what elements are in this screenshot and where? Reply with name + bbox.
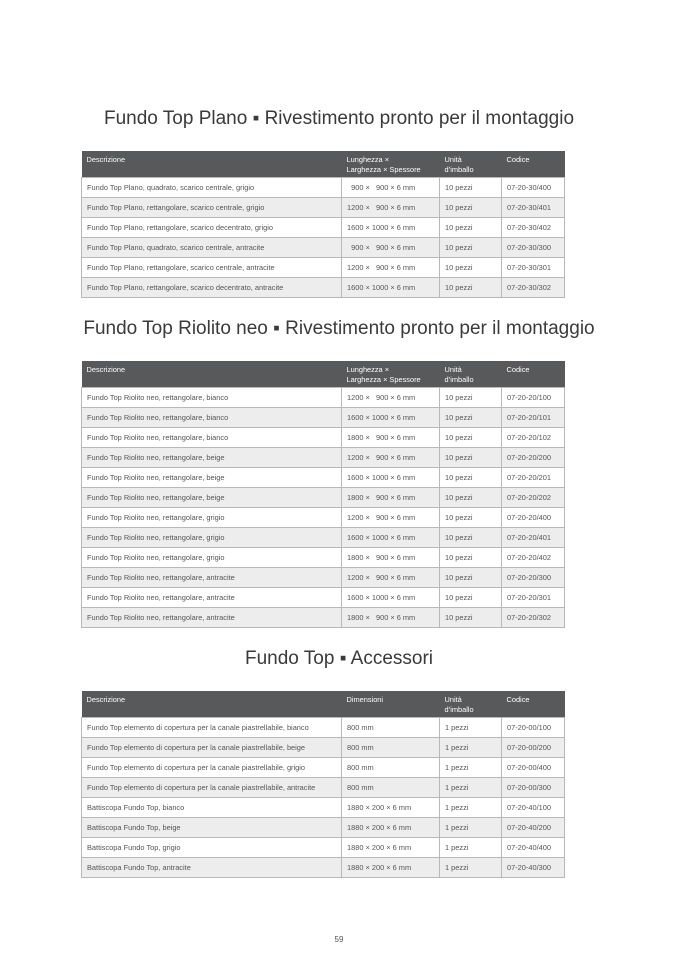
description-cell: Fundo Top Riolito neo, rettangolare, bianco	[82, 428, 342, 448]
code-cell: 07-20-20/400	[502, 508, 565, 528]
description-cell: Battiscopa Fundo Top, beige	[82, 818, 342, 838]
table-row	[82, 178, 565, 198]
table-header-row	[82, 151, 565, 178]
packaging-unit-cell: 10 pezzi	[440, 408, 502, 428]
code-cell: 07-20-30/400	[502, 178, 565, 198]
dimensions-cell: 1600 × 1000 × 6 mm	[342, 408, 440, 428]
dimensions-cell: 1200 × 900 × 6 mm	[342, 508, 440, 528]
code-cell: 07-20-40/300	[502, 858, 565, 878]
packaging-unit-cell: 1 pezzi	[440, 778, 502, 798]
description-cell: Battiscopa Fundo Top, grigio	[82, 838, 342, 858]
description-cell: Fundo Top Plano, rettangolare, scarico centrale, grigio	[82, 198, 342, 218]
column-header: Lunghezza × Larghezza × Spessore	[342, 151, 440, 178]
packaging-unit-cell: 10 pezzi	[440, 428, 502, 448]
code-cell: 07-20-20/202	[502, 488, 565, 508]
dimensions-cell: 800 mm	[342, 758, 440, 778]
description-cell: Battiscopa Fundo Top, antracite	[82, 858, 342, 878]
table-row	[82, 278, 565, 298]
column-header: Unità d’imballo	[440, 361, 502, 388]
code-cell: 07-20-00/300	[502, 778, 565, 798]
description-cell: Fundo Top elemento di copertura per la canale piastrellabile, beige	[82, 738, 342, 758]
column-header: Lunghezza × Larghezza × Spessore	[342, 361, 440, 388]
packaging-unit-cell: 10 pezzi	[440, 508, 502, 528]
column-header: Descrizione	[82, 151, 342, 178]
description-cell: Fundo Top Riolito neo, rettangolare, beige	[82, 448, 342, 468]
table-row	[82, 388, 565, 408]
dimensions-cell: 800 mm	[342, 718, 440, 738]
code-cell: 07-20-00/200	[502, 738, 565, 758]
dimensions-cell: 1880 × 200 × 6 mm	[342, 818, 440, 838]
code-cell: 07-20-40/200	[502, 818, 565, 838]
column-header: Codice	[502, 691, 565, 718]
description-cell: Fundo Top Riolito neo, rettangolare, grigio	[82, 528, 342, 548]
dimensions-cell: 800 mm	[342, 738, 440, 758]
packaging-unit-cell: 10 pezzi	[440, 488, 502, 508]
description-cell: Fundo Top elemento di copertura per la canale piastrellabile, grigio	[82, 758, 342, 778]
packaging-unit-cell: 10 pezzi	[440, 608, 502, 628]
code-cell: 07-20-20/102	[502, 428, 565, 448]
code-cell: 07-20-30/300	[502, 238, 565, 258]
dimensions-cell: 900 × 900 × 6 mm	[342, 178, 440, 198]
code-cell: 07-20-40/100	[502, 798, 565, 818]
table-row	[82, 508, 565, 528]
packaging-unit-cell: 1 pezzi	[440, 838, 502, 858]
code-cell: 07-20-20/300	[502, 568, 565, 588]
table-row	[82, 838, 565, 858]
section-title: Fundo Top Plano ▪ Rivestimento pronto per il montaggio	[103, 108, 575, 129]
description-cell: Fundo Top Plano, rettangolare, scarico decentrato, grigio	[82, 218, 342, 238]
table-row	[82, 198, 565, 218]
dimensions-cell: 1880 × 200 × 6 mm	[342, 838, 440, 858]
dimensions-cell: 1600 × 1000 × 6 mm	[342, 588, 440, 608]
packaging-unit-cell: 10 pezzi	[440, 388, 502, 408]
code-cell: 07-20-00/100	[502, 718, 565, 738]
packaging-unit-cell: 10 pezzi	[440, 548, 502, 568]
packaging-unit-cell: 10 pezzi	[440, 468, 502, 488]
code-cell: 07-20-30/301	[502, 258, 565, 278]
packaging-unit-cell: 10 pezzi	[440, 178, 502, 198]
dimensions-cell: 1200 × 900 × 6 mm	[342, 448, 440, 468]
code-cell: 07-20-20/100	[502, 388, 565, 408]
table-row	[82, 258, 565, 278]
table-row	[82, 218, 565, 238]
dimensions-cell: 1600 × 1000 × 6 mm	[342, 278, 440, 298]
table-row	[82, 718, 565, 738]
packaging-unit-cell: 1 pezzi	[440, 858, 502, 878]
table-row	[82, 468, 565, 488]
code-cell: 07-20-20/201	[502, 468, 565, 488]
description-cell: Fundo Top Riolito neo, rettangolare, beige	[82, 488, 342, 508]
packaging-unit-cell: 10 pezzi	[440, 258, 502, 278]
table-row	[82, 798, 565, 818]
packaging-unit-cell: 10 pezzi	[440, 448, 502, 468]
description-cell: Fundo Top Plano, rettangolare, scarico centrale, antracite	[82, 258, 342, 278]
description-cell: Fundo Top Plano, quadrato, scarico centrale, grigio	[82, 178, 342, 198]
table-row	[82, 428, 565, 448]
product-table	[81, 151, 565, 298]
table-row	[82, 568, 565, 588]
description-cell: Fundo Top Riolito neo, rettangolare, antracite	[82, 588, 342, 608]
table-row	[82, 528, 565, 548]
description-cell: Fundo Top Plano, rettangolare, scarico decentrato, antracite	[82, 278, 342, 298]
code-cell: 07-20-20/101	[502, 408, 565, 428]
dimensions-cell: 1200 × 900 × 6 mm	[342, 258, 440, 278]
description-cell: Fundo Top Riolito neo, rettangolare, antracite	[82, 608, 342, 628]
table-row	[82, 608, 565, 628]
packaging-unit-cell: 10 pezzi	[440, 588, 502, 608]
code-cell: 07-20-20/402	[502, 548, 565, 568]
section-title: Fundo Top ▪ Accessori	[244, 648, 434, 669]
column-header: Descrizione	[82, 361, 342, 388]
table-row	[82, 758, 565, 778]
packaging-unit-cell: 10 pezzi	[440, 528, 502, 548]
dimensions-cell: 1880 × 200 × 6 mm	[342, 798, 440, 818]
code-cell: 07-20-30/401	[502, 198, 565, 218]
description-cell: Fundo Top Riolito neo, rettangolare, beige	[82, 468, 342, 488]
description-cell: Fundo Top Plano, quadrato, scarico centrale, antracite	[82, 238, 342, 258]
column-header: Dimensioni	[342, 691, 440, 718]
page-number: 59	[334, 935, 344, 944]
code-cell: 07-20-00/400	[502, 758, 565, 778]
packaging-unit-cell: 1 pezzi	[440, 818, 502, 838]
dimensions-cell: 1200 × 900 × 6 mm	[342, 568, 440, 588]
code-cell: 07-20-20/302	[502, 608, 565, 628]
dimensions-cell: 800 mm	[342, 778, 440, 798]
table-row	[82, 818, 565, 838]
table-row	[82, 588, 565, 608]
table-header-row	[82, 691, 565, 718]
table-row	[82, 238, 565, 258]
product-table	[81, 691, 565, 878]
description-cell: Fundo Top Riolito neo, rettangolare, grigio	[82, 508, 342, 528]
table-header-row	[82, 361, 565, 388]
code-cell: 07-20-30/402	[502, 218, 565, 238]
section-title: Fundo Top Riolito neo ▪ Rivestimento pronto per il montaggio	[83, 318, 595, 339]
packaging-unit-cell: 10 pezzi	[440, 568, 502, 588]
description-cell: Fundo Top Riolito neo, rettangolare, grigio	[82, 548, 342, 568]
code-cell: 07-20-20/401	[502, 528, 565, 548]
dimensions-cell: 900 × 900 × 6 mm	[342, 238, 440, 258]
packaging-unit-cell: 1 pezzi	[440, 798, 502, 818]
table-row	[82, 548, 565, 568]
dimensions-cell: 1800 × 900 × 6 mm	[342, 548, 440, 568]
description-cell: Fundo Top Riolito neo, rettangolare, bianco	[82, 408, 342, 428]
dimensions-cell: 1600 × 1000 × 6 mm	[342, 218, 440, 238]
table-row	[82, 408, 565, 428]
packaging-unit-cell: 10 pezzi	[440, 238, 502, 258]
product-table	[81, 361, 565, 628]
packaging-unit-cell: 10 pezzi	[440, 218, 502, 238]
code-cell: 07-20-20/200	[502, 448, 565, 468]
column-header: Unità d’imballo	[440, 691, 502, 718]
table-row	[82, 488, 565, 508]
code-cell: 07-20-20/301	[502, 588, 565, 608]
dimensions-cell: 1800 × 900 × 6 mm	[342, 488, 440, 508]
description-cell: Battiscopa Fundo Top, bianco	[82, 798, 342, 818]
packaging-unit-cell: 10 pezzi	[440, 278, 502, 298]
dimensions-cell: 1200 × 900 × 6 mm	[342, 388, 440, 408]
table-row	[82, 448, 565, 468]
column-header: Unità d’imballo	[440, 151, 502, 178]
table-row	[82, 738, 565, 758]
dimensions-cell: 1600 × 1000 × 6 mm	[342, 528, 440, 548]
description-cell: Fundo Top elemento di copertura per la canale piastrellabile, bianco	[82, 718, 342, 738]
column-header: Codice	[502, 361, 565, 388]
description-cell: Fundo Top Riolito neo, rettangolare, bianco	[82, 388, 342, 408]
table-row	[82, 778, 565, 798]
table-row	[82, 858, 565, 878]
packaging-unit-cell: 10 pezzi	[440, 198, 502, 218]
column-header: Descrizione	[82, 691, 342, 718]
code-cell: 07-20-40/400	[502, 838, 565, 858]
dimensions-cell: 1200 × 900 × 6 mm	[342, 198, 440, 218]
dimensions-cell: 1880 × 200 × 6 mm	[342, 858, 440, 878]
dimensions-cell: 1600 × 1000 × 6 mm	[342, 468, 440, 488]
column-header: Codice	[502, 151, 565, 178]
dimensions-cell: 1800 × 900 × 6 mm	[342, 428, 440, 448]
code-cell: 07-20-30/302	[502, 278, 565, 298]
packaging-unit-cell: 1 pezzi	[440, 718, 502, 738]
dimensions-cell: 1800 × 900 × 6 mm	[342, 608, 440, 628]
packaging-unit-cell: 1 pezzi	[440, 758, 502, 778]
packaging-unit-cell: 1 pezzi	[440, 738, 502, 758]
description-cell: Fundo Top Riolito neo, rettangolare, antracite	[82, 568, 342, 588]
description-cell: Fundo Top elemento di copertura per la canale piastrellabile, antracite	[82, 778, 342, 798]
